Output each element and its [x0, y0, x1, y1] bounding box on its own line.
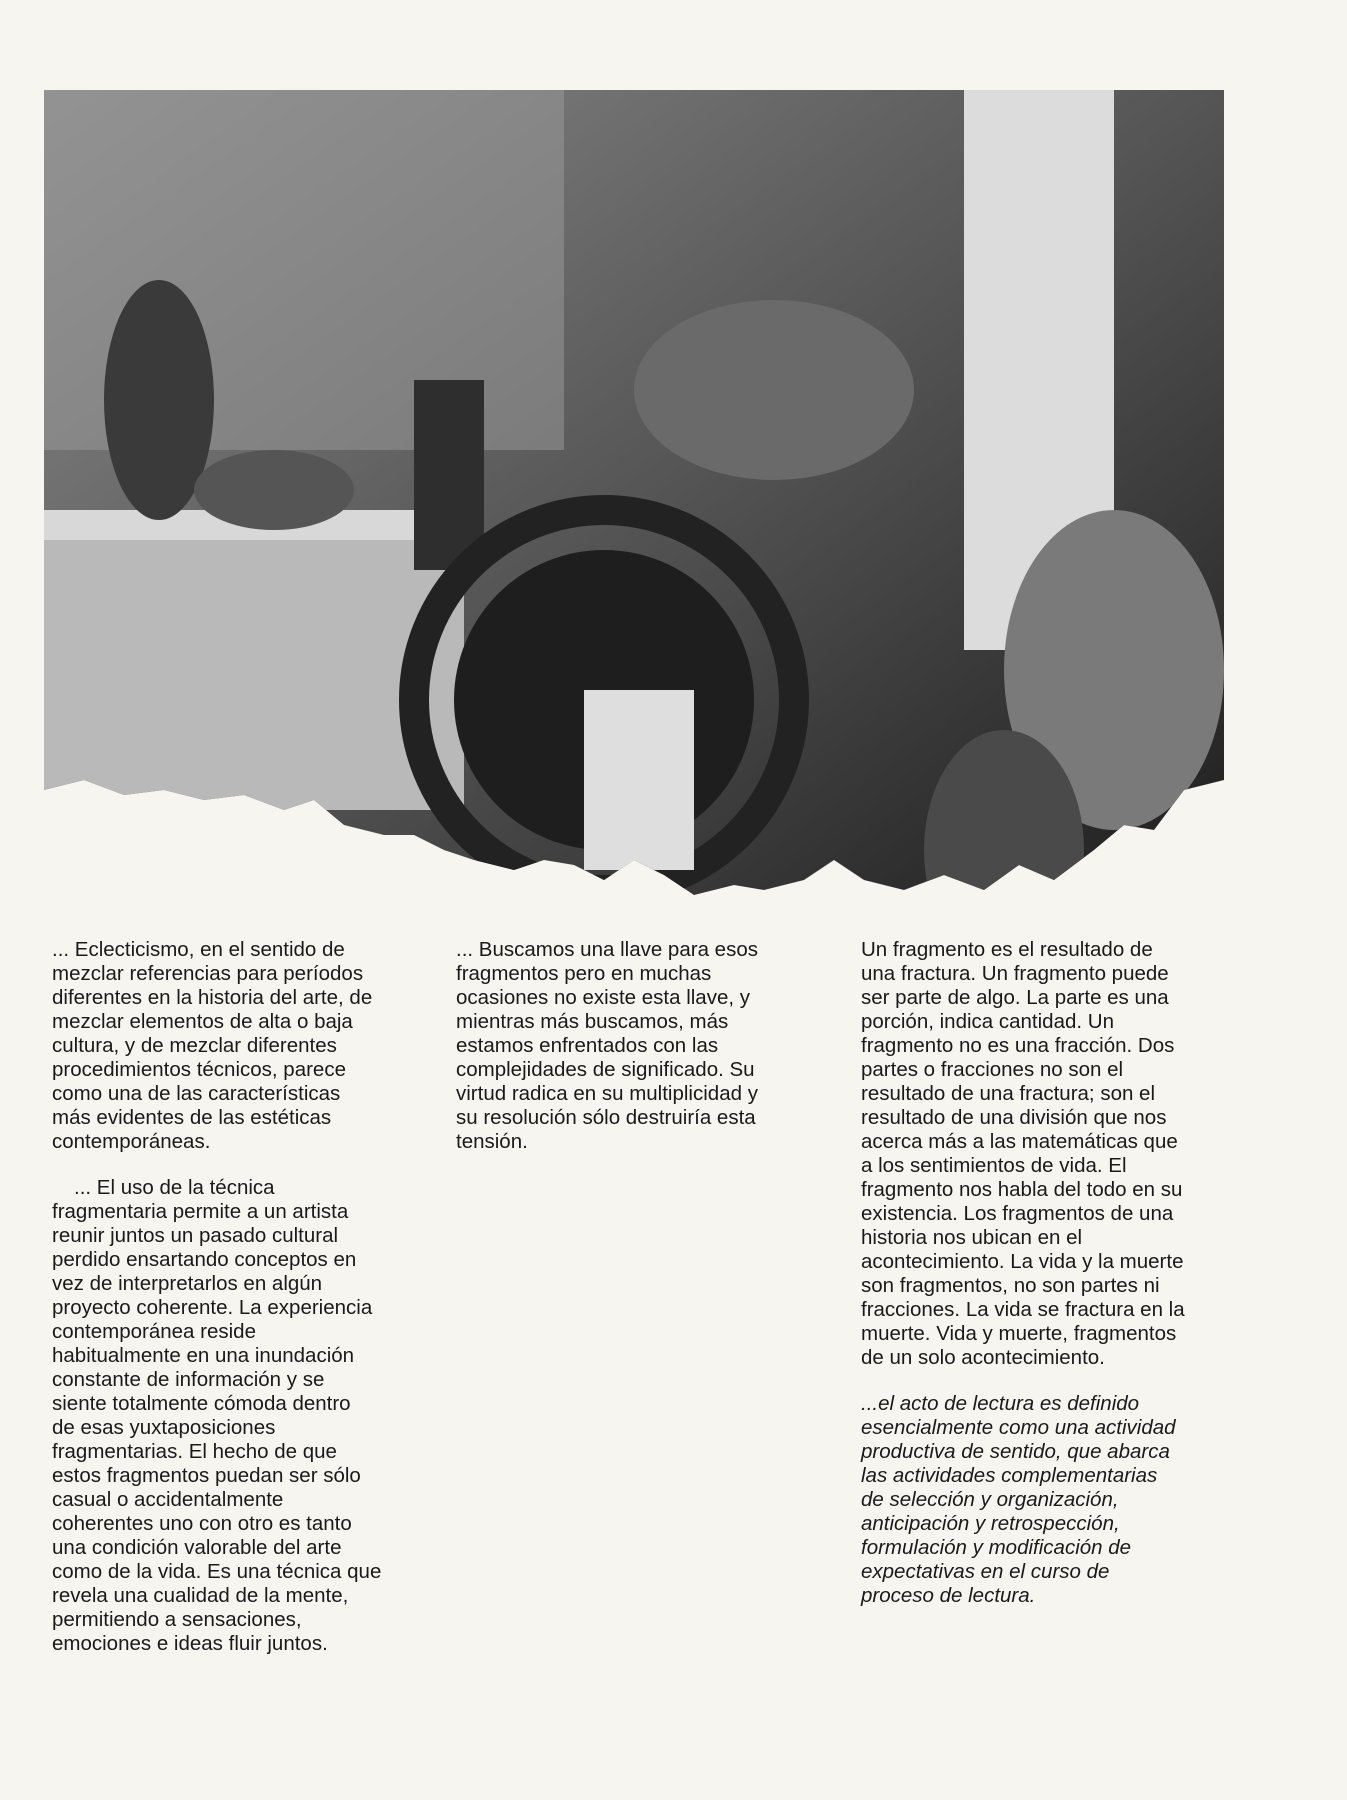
text-line: formulación y modificación de [861, 1536, 1132, 1559]
text-line: porción, indica cantidad. Un [861, 1010, 1114, 1033]
text-line: revela una cualidad de la mente, [52, 1584, 349, 1607]
text-line: partes o fracciones no son el [861, 1058, 1124, 1081]
text-line: complejidades de significado. Su [456, 1058, 755, 1081]
text-line: fragmentarias. El hecho de que [52, 1440, 337, 1463]
text-line: perdido ensartando conceptos en [52, 1248, 357, 1271]
text-line: historia nos ubican en el [861, 1226, 1083, 1249]
text-line: acontecimiento. La vida y la muerte [861, 1250, 1184, 1273]
text-line: muerte. Vida y muerte, fragmentos [861, 1322, 1177, 1345]
text-line: expectativas en el curso de [861, 1560, 1110, 1583]
text-line: vez de interpretarlos en algún [52, 1272, 323, 1295]
text-line: tensión. [456, 1130, 528, 1153]
text-line: resultado de una división que nos [861, 1106, 1167, 1129]
photograph [44, 90, 1224, 920]
paragraph [861, 938, 1241, 1370]
text-line: mezclar elementos de alta o baja [52, 1010, 353, 1033]
text-line: constante de información y se [52, 1368, 325, 1391]
text-line: procedimientos técnicos, parece [52, 1058, 346, 1081]
text-line: casual o accidentalmente [52, 1488, 284, 1511]
text-column-2 [456, 938, 836, 1176]
text-line: contemporáneas. [52, 1130, 211, 1153]
text-line: fragmento no es una fracción. Dos [861, 1034, 1175, 1057]
text-line: de selección y organización, [861, 1488, 1119, 1511]
text-line: ocasiones no existe esta llave, y [456, 986, 750, 1009]
text-line: fragmentaria permite a un artista [52, 1200, 349, 1223]
text-line: como de la vida. Es una técnica que [52, 1560, 382, 1583]
text-line: fragmento nos habla del todo en su [861, 1178, 1183, 1201]
text-line: emociones e ideas fluir juntos. [52, 1632, 328, 1655]
text-line: siente totalmente cómoda dentro [52, 1392, 351, 1415]
text-line: ... El uso de la técnica [74, 1176, 275, 1199]
text-line: ... Eclecticismo, en el sentido de [52, 938, 345, 961]
text-line: de un solo acontecimiento. [861, 1346, 1105, 1369]
text-line: cultura, y de mezclar diferentes [52, 1034, 337, 1057]
text-line: estos fragmentos puedan ser sólo [52, 1464, 361, 1487]
text-line: proyecto coherente. La experiencia [52, 1296, 373, 1319]
text-line: existencia. Los fragmentos de una [861, 1202, 1174, 1225]
text-column-3 [861, 938, 1241, 1630]
paragraph [456, 938, 836, 1154]
text-line: como una de las características [52, 1082, 341, 1105]
text-line: anticipación y retrospección, [861, 1512, 1120, 1535]
text-line: coherentes uno con otro es tanto [52, 1512, 352, 1535]
text-line: fragmentos pero en muchas [456, 962, 712, 985]
text-line: son fragmentos, no son partes ni [861, 1274, 1160, 1297]
text-line: contemporánea reside [52, 1320, 256, 1343]
text-line: su resolución sólo destruiría esta [456, 1106, 756, 1129]
text-line: diferentes en la historia del arte, de [52, 986, 373, 1009]
text-line: habitualmente en una inundación [52, 1344, 355, 1367]
text-line: acerca más a las matemáticas que [861, 1130, 1178, 1153]
text-line: a los sentimientos de vida. El [861, 1154, 1127, 1177]
paragraph [861, 1392, 1241, 1608]
text-line: mezclar referencias para períodos [52, 962, 364, 985]
text-line: productiva de sentido, que abarca [861, 1440, 1170, 1463]
text-line: fracciones. La vida se fractura en la [861, 1298, 1185, 1321]
text-line: ser parte de algo. La parte es una [861, 986, 1169, 1009]
text-line: permitiendo a sensaciones, [52, 1608, 302, 1631]
text-line: más evidentes de las estéticas [52, 1106, 332, 1129]
text-line: resultado de una fractura; son el [861, 1082, 1156, 1105]
text-line: virtud radica en su multiplicidad y [456, 1082, 758, 1105]
text-line: proceso de lectura. [861, 1584, 1036, 1607]
text-line: ... Buscamos una llave para esos [456, 938, 758, 961]
text-line: una condición valorable del arte [52, 1536, 342, 1559]
text-line: de esas yuxtaposiciones [52, 1416, 276, 1439]
text-column-1 [52, 938, 432, 1678]
text-line: mientras más buscamos, más [456, 1010, 729, 1033]
paragraph [52, 1176, 432, 1656]
text-line: estamos enfrentados con las [456, 1034, 719, 1057]
text-line: una fractura. Un fragmento puede [861, 962, 1169, 985]
text-line: esencialmente como una actividad [861, 1416, 1176, 1439]
text-line: las actividades complementarias [861, 1464, 1158, 1487]
text-line: reunir juntos un pasado cultural [52, 1224, 339, 1247]
text-line: Un fragmento es el resultado de [861, 938, 1153, 961]
text-line: ...el acto de lectura es definido [861, 1392, 1140, 1415]
paragraph [52, 938, 432, 1154]
